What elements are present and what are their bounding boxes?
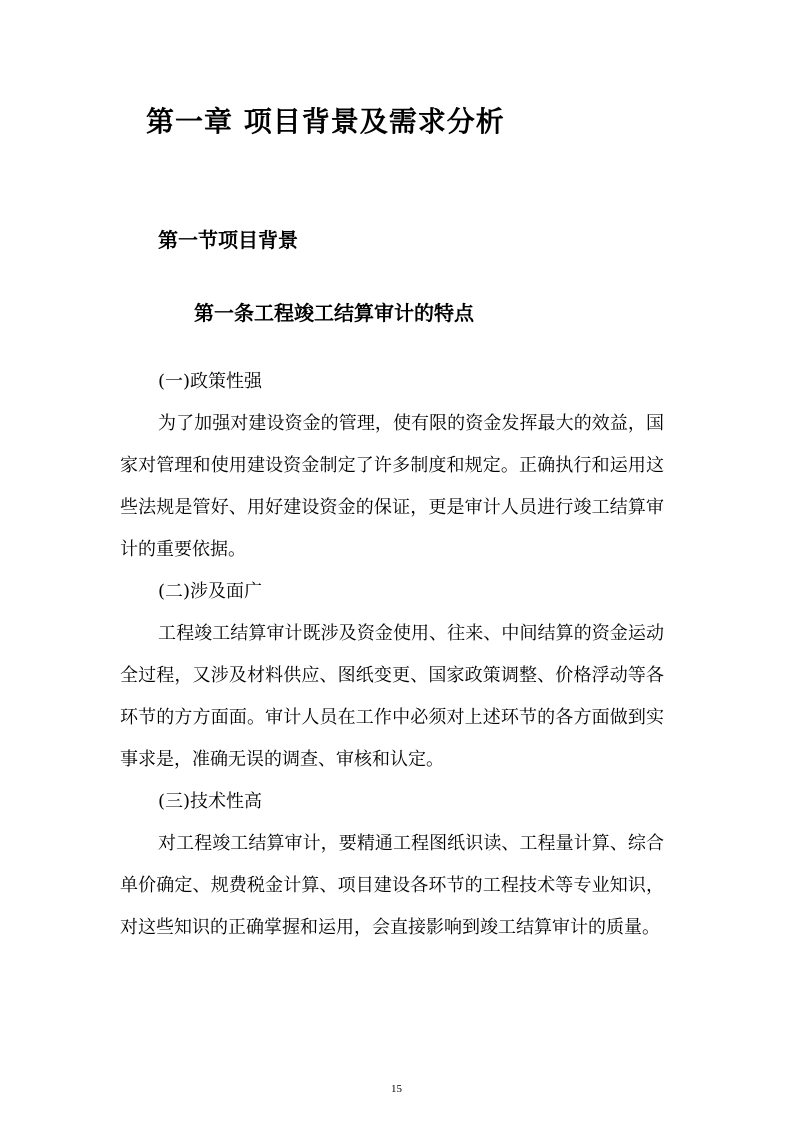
subsection-heading-technical: (三)技术性高	[158, 791, 263, 812]
page-number: 15	[391, 1083, 402, 1095]
subsection-heading-scope: (二)涉及面广	[158, 581, 263, 602]
paragraph-technical: 对工程竣工结算审计，要精通工程图纸识读、工程量计算、综合单价确定、规费税金计算、项目建设各环节的工程技术等专业知识，对这些知识的正确掌握和运用，会直接影响到竣工结算审计的质量。	[120, 833, 664, 938]
subsection-heading-policy: (一)政策性强	[158, 371, 263, 392]
document-body	[120, 361, 664, 949]
chapter-title: 第一章 项目背景及需求分析	[146, 105, 505, 138]
paragraph-policy: 为了加强对建设资金的管理，使有限的资金发挥最大的效益，国家对管理和使用建设资金制定了许多制度和规定。正确执行和运用这些法规是管好、用好建设资金的保证，更是审计人员进行竣工结算审计的重要依据。	[120, 413, 664, 560]
section-title: 第一节项目背景	[158, 228, 298, 252]
paragraph-scope: 工程竣工结算审计既涉及资金使用、往来、中间结算的资金运动全过程，又涉及材料供应、图纸变更、国家政策调整、价格浮动等各环节的方方面面。审计人员在工作中必须对上述环节的各方面做到实事求是，准确无误的调查、审核和认定。	[120, 623, 664, 770]
article-title: 第一条工程竣工结算审计的特点	[194, 301, 474, 325]
